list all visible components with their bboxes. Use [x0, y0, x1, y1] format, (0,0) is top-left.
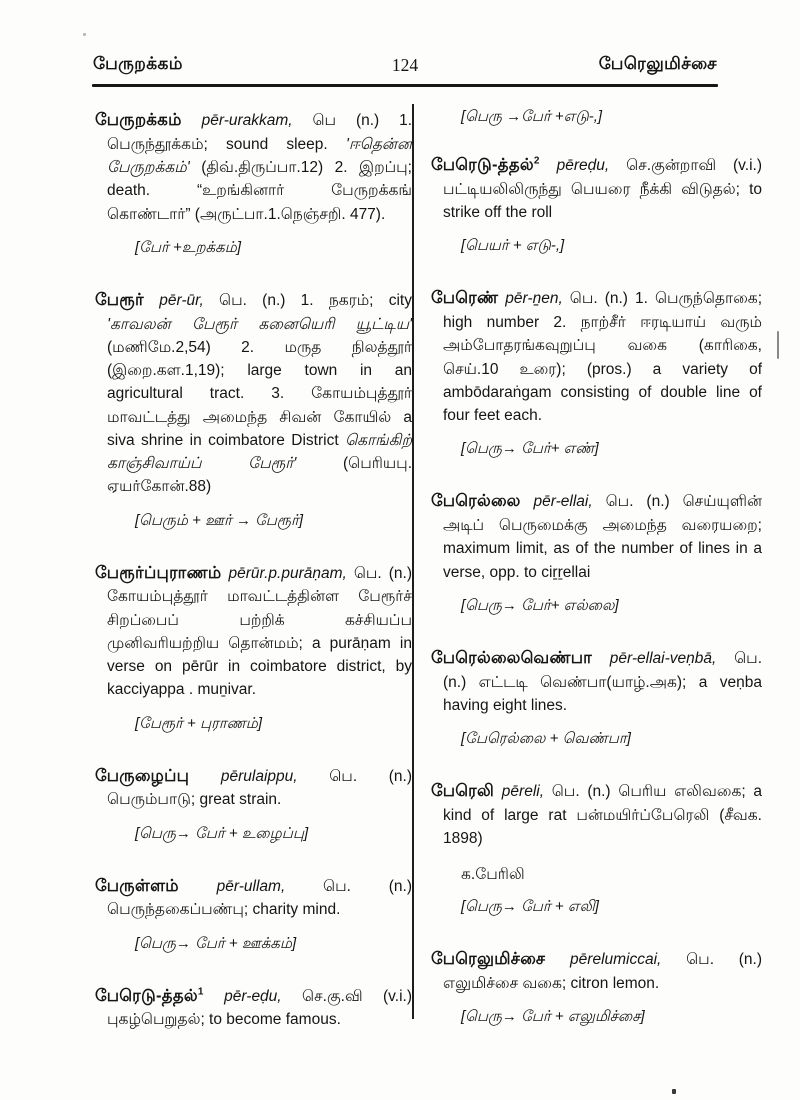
- etymology-text: [பெரு→ பேர்+ எல்லை]: [461, 596, 619, 614]
- transliteration: pērūr.p.purāṇam,: [228, 564, 347, 582]
- etymology-text: [பெரும் + ஊர் → பேரூர்]: [135, 511, 304, 529]
- dict-entry: [431, 153, 762, 224]
- definition-text: புகழ்பெறுதல்; to become famous.: [107, 1011, 341, 1029]
- headword: பேரெண்: [431, 289, 499, 308]
- pos-label: பெ. (n.): [329, 767, 413, 785]
- dict-entry: [95, 764, 412, 812]
- headword: பேரெல்லை: [431, 492, 521, 511]
- transliteration: pēr-ṉen,: [505, 290, 563, 308]
- etymology-text: [பேரூர் + புராணம்]: [135, 714, 263, 732]
- headword: பேரெடு-த்தல்$^1$: [95, 986, 204, 1005]
- pos-label: பெ. (n.): [686, 951, 763, 969]
- quotation-text: 'ஈதென்ன பேருறக்கம்': [107, 135, 412, 176]
- page-number: 124: [391, 55, 419, 75]
- headword: பேரெலி: [431, 782, 495, 800]
- headword: பேரெடு-த்தல்$^2$: [431, 155, 540, 174]
- transliteration: pēr-ellai,: [533, 493, 593, 511]
- transliteration: pēr-ūr,: [159, 291, 204, 309]
- homograph-number: 2: [533, 155, 540, 167]
- header-rule: [92, 84, 718, 87]
- dict-entry: [431, 286, 762, 427]
- dictionary-column-right: [431, 100, 762, 1057]
- pos-label: பெ (n.): [312, 112, 380, 129]
- pos-label: பெ. (n.): [551, 783, 611, 800]
- pos-label: பெ. (n.): [569, 290, 628, 308]
- scan-speck: [672, 1089, 676, 1094]
- definition-text: 1. பெருந்தூக்கம்; sound sleep.: [107, 112, 413, 153]
- etymology-text: [பெரு→ பேர்+ எண்]: [461, 440, 599, 458]
- transliteration: pēr-ellai-veṇbā,: [609, 649, 717, 667]
- definition-text: பெரிய எலிவகை; a kind of large rat பன்மயிர்ப்பேரெலி (சீவக. 1898): [443, 783, 763, 847]
- dict-entry: [95, 108, 412, 226]
- pos-label: பெ. (n.): [605, 493, 670, 511]
- etymology-text: [பேர் +உறக்கம்]: [135, 238, 241, 256]
- headword: பேரூர்: [95, 290, 144, 309]
- dict-entry: [431, 489, 762, 584]
- transliteration: pēreḍu,: [556, 157, 610, 174]
- headword: பேருள்ளம்: [95, 876, 179, 895]
- column-divider: [412, 104, 414, 1019]
- definition-text: செய்யுளின் அடிப் பெருமைக்கு அமைந்த வரையறை; maximum limit, as of the number of lines in a verse, opp. to ciṟṟellai: [443, 493, 762, 581]
- transliteration: pēreli,: [501, 783, 545, 800]
- dict-entry: [95, 561, 412, 702]
- definition-text: எலுமிச்சை வகை; citron lemon.: [443, 975, 660, 992]
- pos-label: பெ. (n.): [353, 564, 412, 582]
- definition-text: பெரும்பாடு; great strain.: [107, 791, 282, 809]
- scan-edge-mark: [777, 331, 779, 359]
- quotation-text: 'காவலன் பேரூர் கனையெரி யூட்டிய': [107, 315, 412, 333]
- definition-text: 1. பெருந்தொகை; high number 2. நாற்சீர் ஈரடியாய் வரும் அம்போதரங்கவுறுப்பு வகை (காரிகை, செய்.10 உரை); (pros.) a variety of ambōdaraṅgam consisting of double line of four feet each.: [443, 290, 763, 424]
- definition-text: 1. நகரம்; city: [300, 291, 412, 309]
- pos-label: பெ. (n.): [219, 291, 286, 309]
- header-word-right: பேரெலுமிச்சை: [598, 54, 717, 73]
- dict-entry: [95, 984, 412, 1032]
- homograph-number: 1: [197, 986, 204, 997]
- headword: பேரெல்லைவெண்பா: [431, 648, 592, 667]
- dictionary-column-left: [95, 100, 412, 1032]
- headword: பேரெலுமிச்சை: [431, 950, 546, 969]
- dict-entry: [431, 947, 762, 995]
- etymology-text: [பேரெல்லை + வெண்பா]: [461, 730, 631, 747]
- pos-label: செ.குன்றாவி (v.i.): [626, 157, 762, 174]
- transliteration: pēr-ullam,: [216, 877, 286, 895]
- definition-text: பட்டியலிலிருந்து பெயரை நீக்கி விடுதல்; to strike off the roll: [443, 180, 762, 221]
- definition-text: (திவ்.திருப்பா.12) 2. இறப்பு; death. “உறங்கினார் பேருறக்கங் கொண்டார்” (அருட்பா.1.நெஞ்சறி. 477).: [107, 159, 412, 223]
- headword: பேருழைப்பு: [95, 766, 190, 785]
- pos-label: பெ. (n.): [323, 877, 412, 895]
- dict-entry: [431, 646, 762, 717]
- quotation-text: கொங்கிற் காஞ்சிவாய்ப் பேரூர்': [107, 431, 412, 472]
- definition-text: (பெரியபு. ஏயர்கோன்.88): [107, 455, 413, 496]
- headword: பேரூர்ப்புராணம்: [95, 563, 222, 582]
- etymology-text: [பெயர் + எடு-,]: [461, 237, 565, 255]
- etymology-text: [பெரு→ பேர் + எலுமிச்சை]: [461, 1008, 645, 1026]
- scan-speck: [83, 33, 86, 36]
- definition-text: எட்டடி வெண்பா(யாழ்.அக); a veṇba having eight lines.: [443, 673, 762, 714]
- pos-label: செ.கு.வி (v.i.): [302, 987, 412, 1005]
- transliteration: pērulaippu,: [220, 767, 298, 785]
- page-header: [93, 54, 717, 80]
- transliteration: pērelumiccai,: [570, 951, 662, 969]
- dict-entry: [431, 779, 762, 850]
- pos-label: பெ. (n.): [443, 649, 762, 691]
- etymology-text: [பெரு→ பேர் + எலி]: [461, 898, 599, 916]
- definition-text: பெருந்தகைப்பண்பு; charity mind.: [107, 901, 341, 919]
- etymology-text: [பெரு→ பேர் + உழைப்பு]: [135, 824, 309, 842]
- cross-reference-note: க.பேரிலி: [461, 866, 525, 884]
- etymology-text: [பெரு →பேர் +எடு-,]: [461, 108, 603, 125]
- dict-entry: [95, 874, 412, 922]
- etymology-text: [பெரு→ பேர் + ஊக்கம்]: [135, 934, 297, 952]
- transliteration: pēr-eḍu,: [224, 987, 282, 1005]
- definition-text: (மணிமே.2,54) 2. மருத நிலத்தூர் (இறை.கள.1,19); large town in an agricultural tract. 3. கோயம்புத்தூர் மாவட்டத்து அமைந்த சிவன் கோயில் a siva shrine in coimbatore District: [107, 338, 412, 449]
- dict-entry: [95, 288, 412, 499]
- header-word-left: பேருறக்கம்: [93, 54, 183, 73]
- headword: பேருறக்கம்: [95, 111, 182, 129]
- transliteration: pēr-urakkam,: [201, 112, 293, 129]
- definition-text: கோயம்புத்தூர் மாவட்டத்தின்ள பேரூர்ச் சிறப்பைப் பற்றிக் கச்சியப்ப முனிவரியற்றிய தொன்மம்; a purāṇam in verse on pērūr in coimbatore district, by kacciyappa . muṉivar.: [107, 588, 412, 699]
